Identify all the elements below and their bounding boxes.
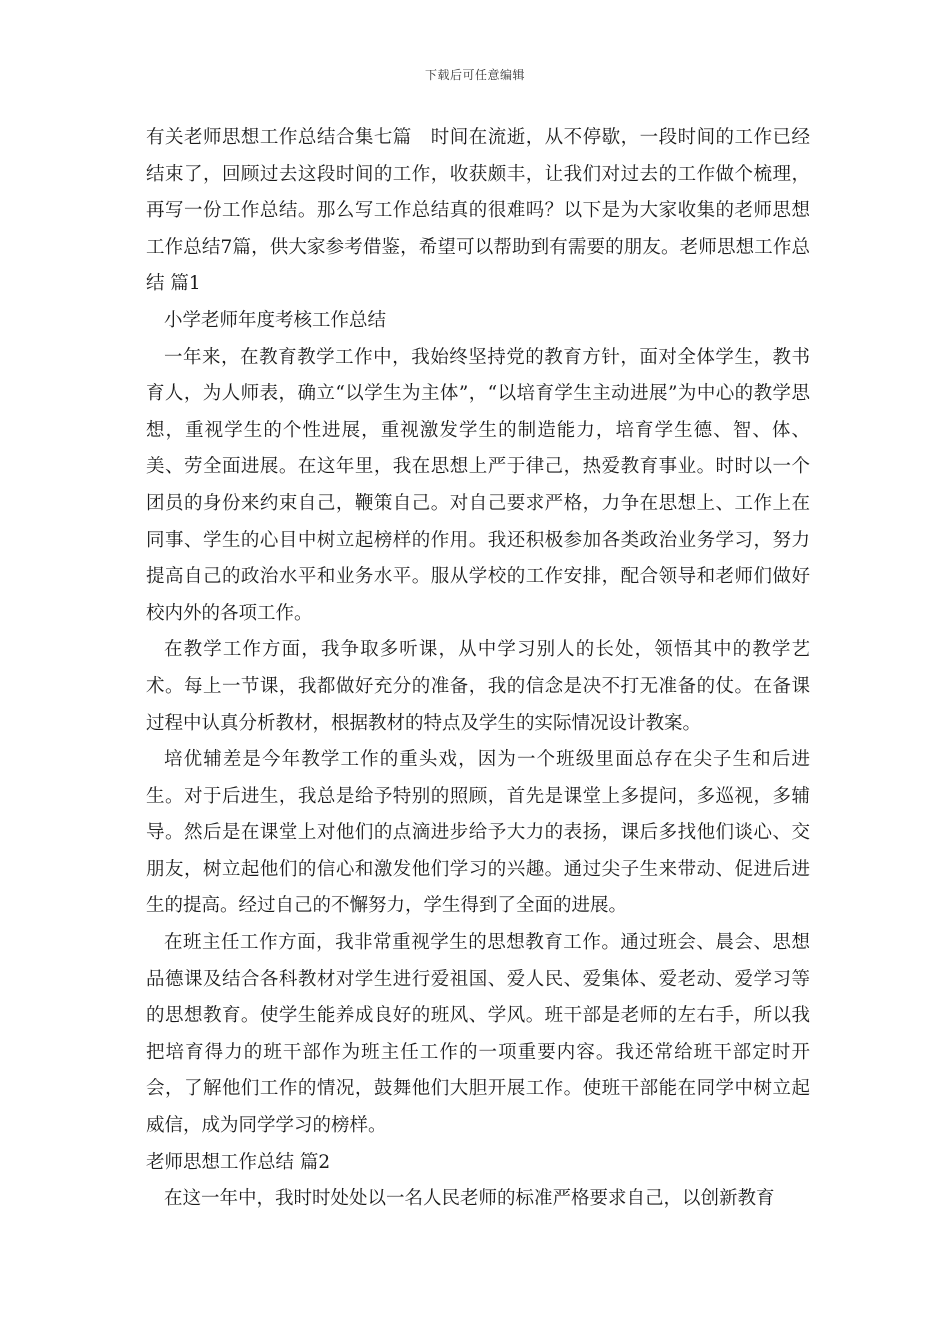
body-paragraph: 在班主任工作方面，我非常重视学生的思想教育工作。通过班会、晨会、思想品德课及结合各科教材对学生进行爱祖国、爱人民、爱集体、爱老动、爱学习等的思想教育。使学生能养成良好的班风、学风。班干部是老师的左右手，所以我把培育得力的班干部作为班主任工作的一项重要内容。我还常给班干部定时开会，了解他们工作的情况，鼓舞他们大胆开展工作。使班干部能在同学中树立起威信，成为同学学习的榜样。: [146, 932, 810, 1137]
body-paragraph: 培优辅差是今年教学工作的重头戏，因为一个班级里面总存在尖子生和后进生。对于后进生，我总是给予特别的照顾，首先是课堂上多提问，多巡视，多辅导。然后是在课堂上对他们的点滴进步给予大力的表扬，课后多找他们谈心、交朋友，树立起他们的信心和激发他们学习的兴趣。通过尖子生来带动、促进后进生的提高。经过自己的不懈努力，学生得到了全面的进展。: [146, 749, 810, 917]
page-header-note: 下载后可任意编辑: [424, 68, 525, 82]
body-paragraph: 一年来，在教育教学工作中，我始终坚持党的教育方针，面对全体学生，教书育人，为人师表，确立“以学生为主体”，“以培育学生主动进展”为中心的教学思想，重视学生的个性进展，重视激发学生的制造能力，培育学生德、智、体、美、劳全面进展。在这年里，我在思想上严于律己，热爱教育事业。时时以一个团员的身份来约束自己，鞭策自己。对自己要求严格，力争在思想上、工作上在同事、学生的心目中树立起榜样的作用。我还积极参加各类政治业务学习，努力提高自己的政治水平和业务水平。服从学校的工作安排，配合领导和老师们做好校内外的各项工作。: [146, 346, 810, 624]
body-paragraph: 在这一年中，我时时处处以一名人民老师的标准严格要求自己，以创新教育: [164, 1188, 775, 1210]
section1-subtitle: 小学老师年度考核工作总结: [164, 309, 387, 331]
section2-heading: 老师思想工作总结 篇2: [146, 1151, 331, 1173]
document-body: [146, 120, 810, 1218]
body-paragraph: 在教学工作方面，我争取多听课，从中学习别人的长处，领悟其中的教学艺术。每上一节课，我都做好充分的准备，我的信念是决不打无准备的仗。在备课过程中认真分析教材，根据教材的特点及学生的实际情况设计教案。: [146, 639, 810, 734]
intro-paragraph: 有关老师思想工作总结合集七篇 时间在流逝，从不停歇，一段时间的工作已经结束了，回顾过去这段时间的工作，收获颇丰，让我们对过去的工作做个梳理，再写一份工作总结。那么写工作总结真的很难吗？以下是为大家收集的老师思想工作总结7篇，供大家参考借鉴，希望可以帮助到有需要的朋友。老师思想工作总结 篇1: [146, 127, 810, 295]
